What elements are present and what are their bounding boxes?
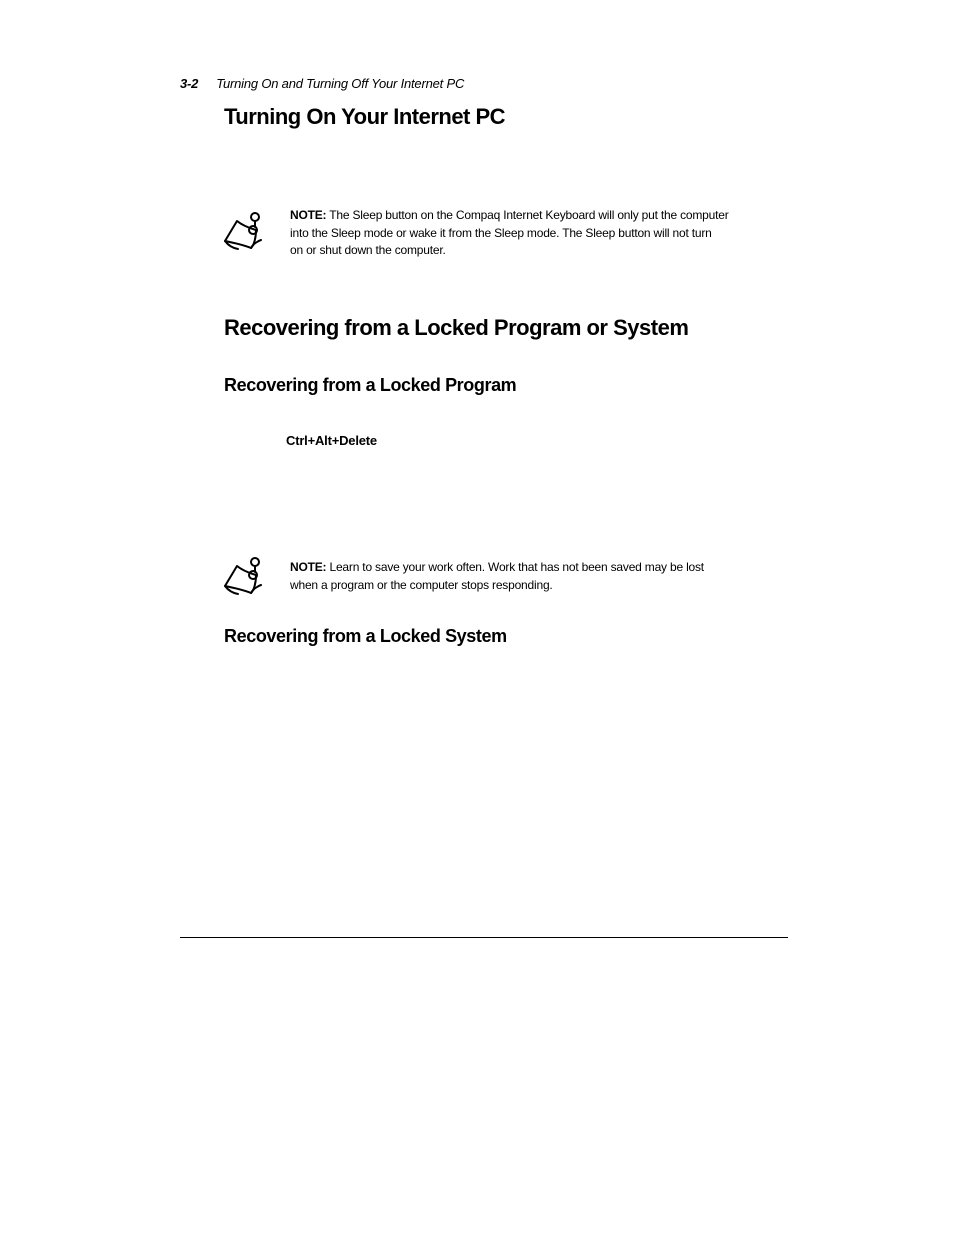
chapter-title: Turning On and Turning Off Your Internet PC [216, 76, 465, 91]
footer-rule [180, 937, 788, 938]
key-combo: Ctrl+Alt+Delete [286, 433, 377, 448]
section-title-turning-on: Turning On Your Internet PC [224, 104, 506, 129]
running-header [180, 76, 464, 91]
note-save-work: NOTE: Learn to save your work often. Work that has not been saved may be lost when a program or the computer stops responding. [290, 560, 704, 592]
note-pin-icon [222, 553, 266, 597]
subsection-title-locked-program: Recovering from a Locked Program [224, 375, 517, 395]
note-label: NOTE: [290, 208, 327, 222]
note-pin-icon [222, 208, 266, 252]
subsection-title-locked-system: Recovering from a Locked System [224, 626, 507, 646]
page-number: 3-2 [180, 76, 199, 91]
section-title-recovering: Recovering from a Locked Program or System [224, 315, 689, 340]
note-label: NOTE: [290, 560, 327, 574]
note-sleep-button: NOTE: The Sleep button on the Compaq Internet Keyboard will only put the computer into the Sleep mode or wake it from the Sleep mode. The Sleep button will not turn on or shut down the computer. [290, 208, 729, 257]
